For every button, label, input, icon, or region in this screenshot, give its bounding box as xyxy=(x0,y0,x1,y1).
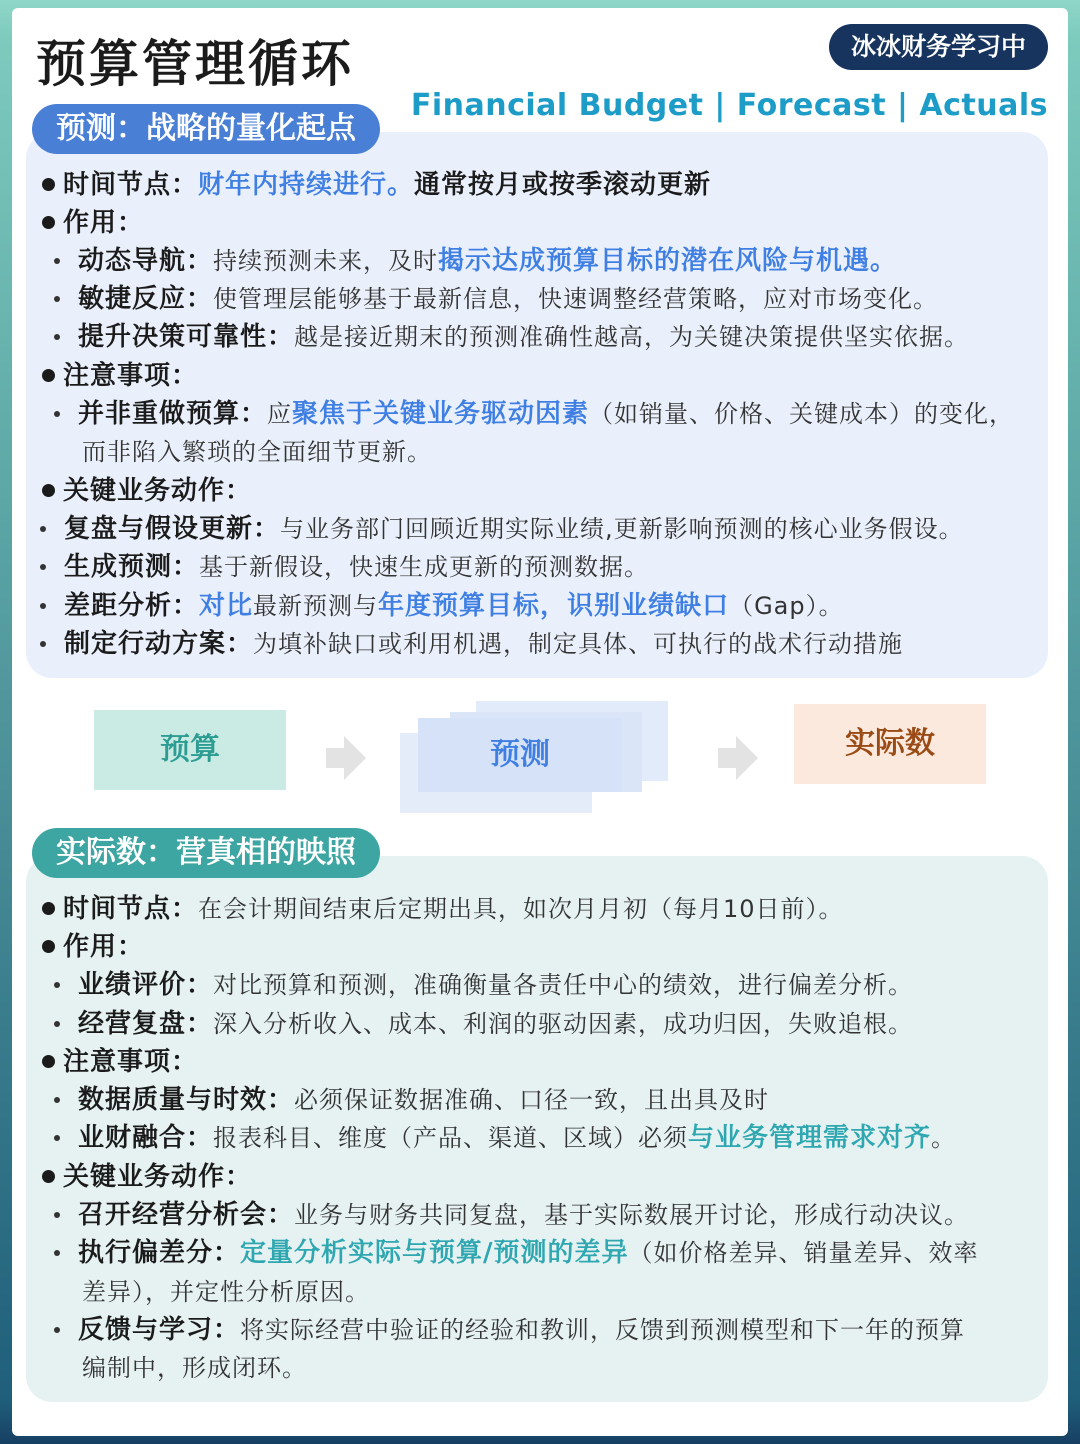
sub-bullet-icon xyxy=(40,603,46,609)
actuals-note-item: 业财融合：报表科目、维度（产品、渠道、区域）必须与业务管理需求对齐。 xyxy=(54,1121,956,1155)
sub-bullet-icon xyxy=(54,258,60,264)
forecast-note-item: 并非重做预算：应聚焦于关键业务驱动因素（如销量、价格、关键成本）的变化， xyxy=(54,397,1014,431)
bullet-icon xyxy=(42,1055,55,1068)
bullet-icon xyxy=(42,940,55,953)
page-subtitle: Financial Budget | Forecast | Actuals xyxy=(410,88,1048,123)
arrow-right-icon xyxy=(718,736,758,780)
sub-bullet-icon xyxy=(54,334,60,340)
flow-actuals-box: 实际数 xyxy=(794,704,986,784)
actuals-action-item: 召开经营分析会：业务与财务共同复盘，基于实际数展开讨论，形成行动决议。 xyxy=(54,1198,969,1232)
bullet-icon xyxy=(42,484,55,497)
forecast-action-item: 差距分析：对比最新预测与年度预算目标，识别业绩缺口（Gap）。 xyxy=(40,589,844,623)
sub-bullet-icon xyxy=(54,411,60,417)
bullet-icon xyxy=(42,369,55,382)
actuals-actions-heading: 关键业务动作： xyxy=(42,1160,252,1194)
arrow-right-icon xyxy=(326,736,366,780)
actuals-role-item: 业绩评价：对比预算和预测，准确衡量各责任中心的绩效，进行偏差分析。 xyxy=(54,968,913,1002)
forecast-timing: 时间节点：财年内持续进行。通常按月或按季滚动更新 xyxy=(42,168,711,202)
forecast-role-item: 提升决策可靠性：越是接近期末的预测准确性越高，为关键决策提供坚实依据。 xyxy=(54,320,969,354)
bullet-icon xyxy=(42,1170,55,1183)
sub-bullet-icon xyxy=(40,641,46,647)
actuals-action-continuation: 编制中，形成闭环。 xyxy=(82,1354,307,1382)
actuals-action-continuation: 差异），并定性分析原因。 xyxy=(82,1278,370,1306)
author-tag: 冰冰财务学习中 xyxy=(829,24,1048,70)
forecast-role-item: 动态导航：持续预测未来，及时揭示达成预算目标的潜在风险与机遇。 xyxy=(54,244,897,278)
forecast-section-title: 预测：战略的量化起点 xyxy=(32,104,380,154)
sub-bullet-icon xyxy=(54,1212,60,1218)
forecast-action-item: 复盘与假设更新：与业务部门回顾近期实际业绩,更新影响预测的核心业务假设。 xyxy=(40,512,964,546)
actuals-notes-heading: 注意事项： xyxy=(42,1045,198,1079)
bullet-icon xyxy=(42,178,55,191)
forecast-actions-heading: 关键业务动作： xyxy=(42,474,252,508)
actuals-role-item: 经营复盘：深入分析收入、成本、利润的驱动因素，成功归因，失败追根。 xyxy=(54,1007,913,1041)
sub-bullet-icon xyxy=(54,982,60,988)
flow-forecast-box: 预测 xyxy=(418,718,622,792)
forecast-note-continuation: 而非陷入繁琐的全面细节更新。 xyxy=(82,438,432,466)
sub-bullet-icon xyxy=(54,1327,60,1333)
actuals-action-item: 反馈与学习：将实际经营中验证的经验和教训，反馈到预测模型和下一年的预算 xyxy=(54,1313,965,1347)
sub-bullet-icon xyxy=(54,1250,60,1256)
forecast-notes-heading: 注意事项： xyxy=(42,359,198,393)
actuals-role-heading: 作用： xyxy=(42,930,144,964)
forecast-action-item: 制定行动方案：为填补缺口或利用机遇，制定具体、可执行的战术行动措施 xyxy=(40,627,903,661)
flow-budget-box: 预算 xyxy=(94,710,286,790)
forecast-action-item: 生成预测：基于新假设，快速生成更新的预测数据。 xyxy=(40,550,649,584)
sub-bullet-icon xyxy=(40,526,46,532)
actuals-timing: 时间节点：在会计期间结束后定期出具，如次月月初（每月10日前）。 xyxy=(42,892,844,926)
sub-bullet-icon xyxy=(54,296,60,302)
sub-bullet-icon xyxy=(54,1135,60,1141)
bullet-icon xyxy=(42,902,55,915)
page-title: 预算管理循环 xyxy=(36,35,354,93)
actuals-section-title: 实际数：营真相的映照 xyxy=(32,828,380,878)
forecast-role-item: 敏捷反应：使管理层能够基于最新信息，快速调整经营策略，应对市场变化。 xyxy=(54,282,938,316)
forecast-role-heading: 作用： xyxy=(42,206,144,240)
actuals-action-item: 执行偏差分：定量分析实际与预算/预测的差异（如价格差异、销量差异、效率 xyxy=(54,1236,979,1270)
sub-bullet-icon xyxy=(54,1097,60,1103)
bullet-icon xyxy=(42,216,55,229)
actuals-note-item: 数据质量与时效：必须保证数据准确、口径一致，且出具及时 xyxy=(54,1083,769,1117)
sub-bullet-icon xyxy=(40,564,46,570)
sub-bullet-icon xyxy=(54,1021,60,1027)
